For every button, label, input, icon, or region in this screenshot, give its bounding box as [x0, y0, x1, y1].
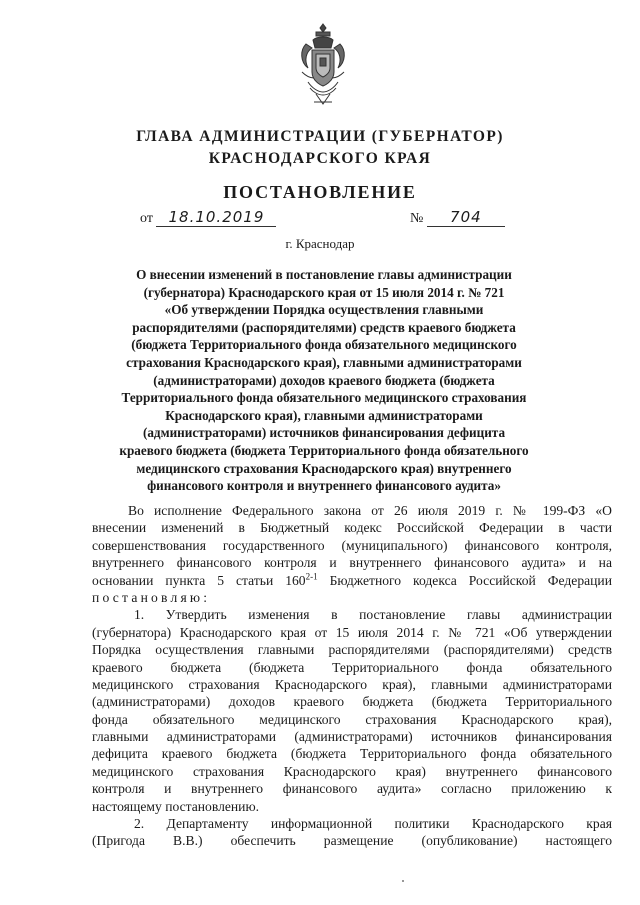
preamble-line: внесении изменений в Бюджетный кодекс Российской Федерации в части: [92, 520, 612, 536]
clause1-line: фонда обязательного медицинского страхования Краснодарского края),: [92, 711, 612, 727]
authority-name-line1: ГЛАВА АДМИНИСТРАЦИИ (ГУБЕРНАТОР): [136, 128, 504, 145]
clause1-line: (администраторами) доходов краевого бюджета (бюджета Территориального: [92, 694, 612, 710]
clause1-line: медицинского страхования Краснодарского края), главными администраторами: [92, 676, 612, 692]
clause1-line: краевого бюджета (бюджета Территориального фонда обязательного: [92, 659, 612, 675]
preamble-line: совершенствования государственного (муниципального) финансового контроля,: [92, 537, 612, 553]
clause1-line: (губернатора) Краснодарского края от 15 июля 2014 г. № 721 «Об утверждении: [92, 624, 612, 640]
authority-name-line2: КРАСНОДАРСКОГО КРАЯ: [208, 150, 432, 167]
title-line: Территориального фонда обязательного медицинского страхования: [121, 390, 527, 406]
title-line: краевого бюджета (бюджета Территориального фонда обязательного: [119, 442, 529, 458]
preamble-text: Бюджетного кодекса Российской Федерации: [317, 572, 612, 588]
preamble-line: [92, 572, 612, 589]
clause1-line: 1. Утвердить изменения в постановление главы администрации: [134, 607, 612, 623]
document-body: [92, 502, 612, 850]
date-prefix: от: [140, 211, 153, 226]
scan-speck: [402, 880, 404, 882]
city-name: г. Краснодар: [285, 236, 355, 251]
article-superscript: 2-1: [305, 571, 318, 582]
title-line: (губернатора) Краснодарского края от 15 июля 2014 г. № 721: [143, 284, 505, 300]
title-line: распорядителями (распорядителями) средств краевого бюджета: [132, 319, 516, 335]
document-title: [100, 266, 548, 495]
clause2-line: (Пригода В.В.) обеспечить размещение (опубликование) настоящего: [92, 833, 612, 849]
title-line: (бюджета Территориального фонда обязательного медицинского: [131, 337, 517, 353]
preamble-text: основании пункта 5 статьи 160: [92, 572, 306, 588]
document-type: ПОСТАНОВЛЕНИЕ: [223, 182, 417, 202]
clause1-line: медицинского страхования Краснодарского края) внутреннего финансового: [92, 763, 612, 779]
preamble-line: внутреннего финансового контроля и внутреннего финансового аудита» и на: [92, 555, 612, 571]
clause1-line: настоящему постановлению.: [92, 798, 260, 814]
title-line: О внесении изменений в постановление главы администрации: [136, 267, 512, 282]
handwritten-number: 704: [427, 208, 505, 227]
preamble-line: Во исполнение Федерального закона от 26 июля 2019 г. № 199-ФЗ «О: [128, 503, 612, 518]
clause1-line: дефицита краевого бюджета (бюджета Территориального фонда обязательного: [92, 746, 612, 762]
number-field: [410, 208, 505, 232]
handwritten-date: 18.10.2019: [156, 208, 276, 227]
title-line: Краснодарского края), главными администраторами: [165, 407, 483, 423]
resolution-word: постановляю:: [92, 589, 211, 605]
title-line: (администраторами) источников финансирования дефицита: [142, 425, 506, 441]
clause1-line: Порядка осуществления главными распорядителями (распорядителями) средств: [92, 642, 612, 658]
title-line: (администраторами) доходов краевого бюджета (бюджета: [153, 372, 495, 388]
title-line: страхования Краснодарского края), главными администраторами: [126, 354, 522, 370]
number-prefix: №: [410, 211, 424, 226]
title-line: финансового контроля и внутреннего финансового аудита»: [147, 478, 501, 494]
clause1-line: контроля и внутреннего финансового аудита» согласно приложению к: [92, 781, 612, 797]
clause2-line: 2. Департаменту информационной политики Краснодарского края: [134, 816, 612, 832]
date-field: [140, 208, 276, 232]
title-line: «Об утверждении Порядка осуществления главными: [164, 302, 484, 318]
clause1-line: главными администраторами (администраторами) источников финансирования: [92, 729, 612, 745]
coat-of-arms-icon: [298, 22, 348, 112]
title-line: медицинского страхования Краснодарского края) внутреннего: [136, 460, 512, 476]
